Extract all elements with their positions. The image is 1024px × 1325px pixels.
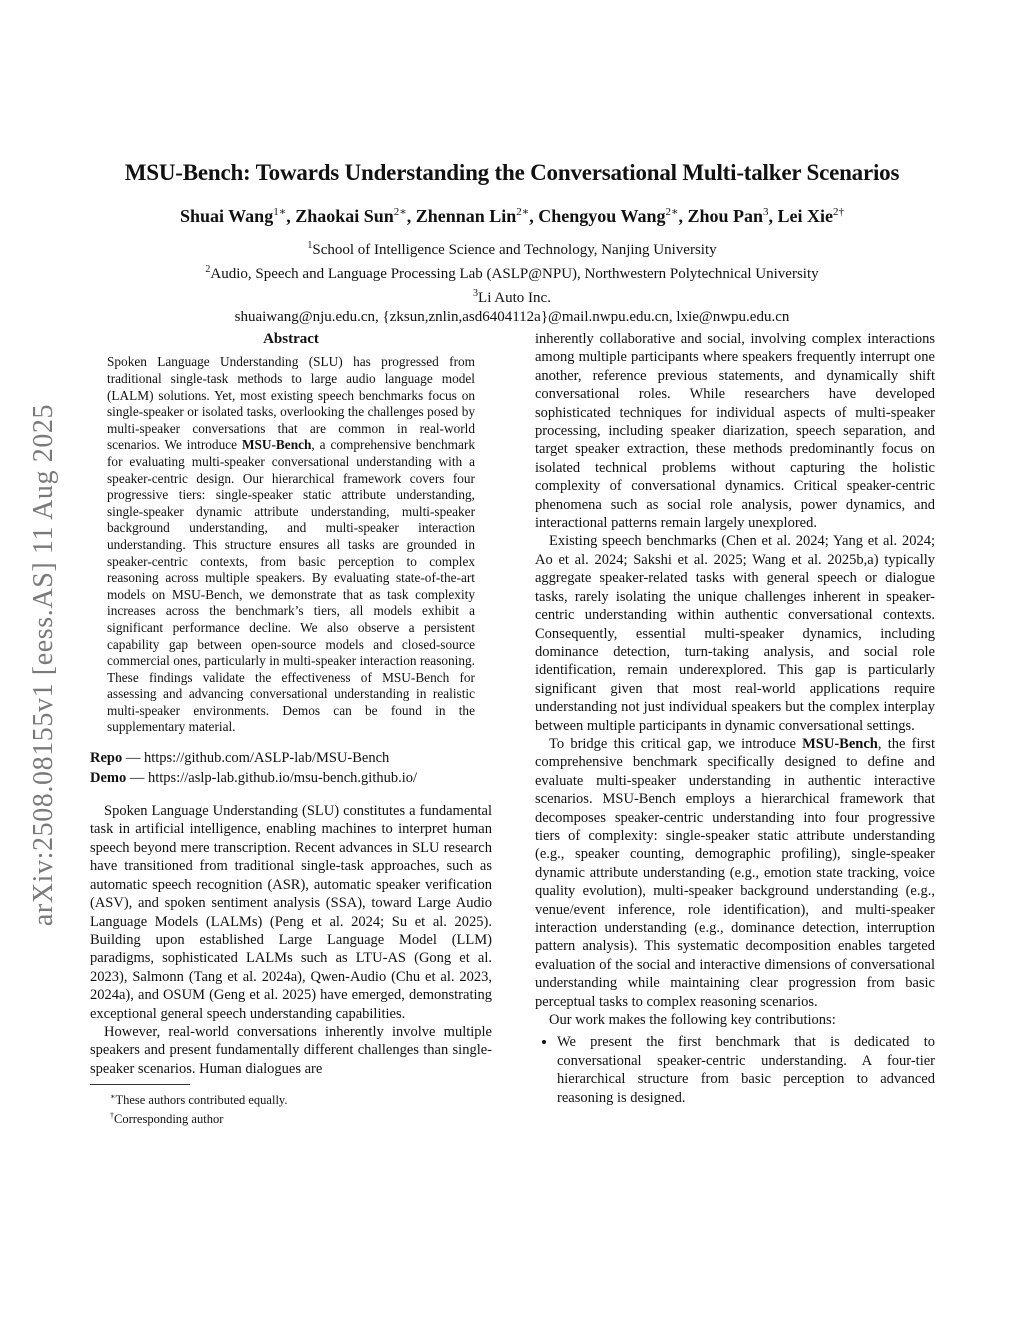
- affiliation-mark: 3: [473, 288, 479, 299]
- footnote-text: These authors contributed equally.: [115, 1093, 288, 1108]
- demo-separator: —: [126, 770, 148, 787]
- abstract-part-2: , a comprehensive benchmark for evaluating multi-speaker conversational understanding with a speaker-centric design. Our hierarchical framework covers four progressive tiers: single-speaker static attribute understanding, single-speaker dynamic attribute understanding, multi-speaker background understanding, and multi-speaker interaction understanding. This structure ensures all tasks are grounded in speaker-centric contexts, from basic perception to complex reasoning across multiple speakers. By evaluating state-of-the-art models on MSU-Bench, we demonstrate that as task complexity increases across the benchmark’s tiers, all models exhibit a significant performance decline. We also observe a persistent capability gap between open-source models and closed-source commercial ones, particularly in multi-speaker interaction reasoning. These findings validate the effectiveness of MSU-Bench for assessing and advancing conversational understanding in realistic multi-speaker environments. Demos can be found in the supplementary material.: [107, 437, 475, 735]
- author-name: Lei Xie: [777, 206, 834, 226]
- repo-label: Repo: [90, 750, 123, 767]
- author-mark: 2∗: [516, 206, 530, 218]
- repo-separator: —: [122, 750, 144, 767]
- paragraph-bold-name: MSU-Bench: [802, 735, 878, 752]
- body-paragraph: Spoken Language Understanding (SLU) constitutes a fundamental task in artificial intelligence, enabling machines to interpret human speech beyond mere transcription. Recent advances in SLU research have transitioned from traditional single-task approaches, such as automatic speech recognition (ASR), automatic speaker verification (ASV), and spoken sentiment analysis (SSA), toward Large Audio Language Models (LALMs) (Peng et al. 2024; Su et al. 2025). Building upon established Large Language Model (LLM) paradigms, sophisticated LALMs such as LTU-AS (Gong et al. 2023), Salmonn (Tang et al. 2024a), Qwen-Audio (Chu et al. 2023, 2024a), and OSUM (Geng et al. 2025) have emerged, demonstrating exceptional general speech understanding capabilities.: [90, 803, 492, 1022]
- paper-title: MSU-Bench: Towards Understanding the Conversational Multi-talker Scenarios: [124, 160, 900, 185]
- demo-link[interactable]: https://aslp-lab.github.io/msu-bench.github.io/: [148, 770, 418, 787]
- demo-line: [90, 768, 492, 788]
- affiliation-text: Li Auto Inc.: [478, 290, 551, 306]
- body-paragraph: However, real-world conversations inherently involve multiple speakers and present fundamentally different challenges than single-speaker scenarios. Human dialogues are: [90, 1023, 492, 1077]
- left-column: [90, 330, 492, 1127]
- author-name: Zhennan Lin: [415, 206, 517, 226]
- links-block: [90, 748, 492, 788]
- author-mark: 2∗: [393, 206, 407, 218]
- affiliation-line: [0, 260, 1024, 284]
- affiliation-text: School of Intelligence Science and Technology, Nanjing University: [312, 242, 717, 258]
- arxiv-identifier-stamp: [14, 350, 74, 980]
- author-mark: 1∗: [273, 206, 287, 218]
- author-name: Shuai Wang: [179, 206, 274, 226]
- affiliation-line: [0, 236, 1024, 260]
- author-name: Chengyou Wang: [538, 206, 666, 226]
- affiliation-mark: 1: [307, 240, 313, 251]
- contribution-list: [535, 1033, 935, 1107]
- author-mark: 3: [763, 206, 769, 218]
- author-name: Zhaokai Sun: [295, 206, 394, 226]
- paragraph-part: , the first comprehensive benchmark specifically designed to define and evaluate multi-speaker understanding in authentic interactive scenarios. MSU-Bench employs a hierarchical framework that decomposes speaker-centric understanding into four progressive tiers of complexity: single-speaker static attribute understanding (e.g., speaker counting, demographic profiling), single-speaker dynamic attribute understanding (e.g., emotion state tracking, voice quality evolution), multi-speaker background understanding (e.g., venue/event inference, role identification), and multi-speaker interaction understanding (e.g., dominance detection, interruption pattern analysis). This systematic decomposition enables targeted evaluation of the social and interactive dimensions of conversational understanding while maintaining clear progression from basic perceptual tasks to complex reasoning scenarios.: [535, 735, 935, 1010]
- author-name: Zhou Pan: [687, 206, 764, 226]
- paragraph-part: To bridge this critical gap, we introduce: [549, 735, 803, 752]
- footnotes: [90, 1089, 492, 1127]
- author-mark: 2†: [833, 206, 845, 218]
- contribution-item: • We present the first benchmark that is dedicated to conversational speaker-centric understanding. A four-tier hierarchical structure from basic perception to advanced reasoning is designed.: [557, 1033, 935, 1107]
- footnote-divider: [90, 1084, 190, 1085]
- footnote: [110, 1108, 492, 1127]
- footnote-mark: ∗: [110, 1092, 116, 1102]
- arxiv-identifier-text: arXiv:2508.08155v1 [eess.AS] 11 Aug 2025: [28, 403, 59, 927]
- abstract-heading: Abstract: [263, 331, 319, 347]
- abstract-part-1: Spoken Language Understanding (SLU) has progressed from traditional single-task methods to large audio language model (LALM) solutions. Yet, most existing speech benchmarks focus on single-speaker or isolated tasks, overlooking the challenges posed by multi-speaker conversations that are common in real-world scenarios. We introduce: [107, 354, 475, 453]
- author-list: Shuai Wang$^{1∗}$, Zhaokai Sun$^{2∗}$, Zhennan Lin$^{2∗}$, Chengyou Wang$^{2∗}$, Zhou Pan$^3$, Lei Xie$^{2\dagger}$: [179, 206, 845, 226]
- body-paragraph: Our work makes the following key contributions:: [549, 1012, 836, 1029]
- body-paragraph: Existing speech benchmarks (Chen et al. 2024; Yang et al. 2024; Ao et al. 2024; Sakshi et al. 2025; Wang et al. 2025b,a) typically aggregate speaker-related tasks with general speech or dialogue tasks, rarely isolating the unique challenges inherent in speaker-centric understanding within authentic conversational contexts. Consequently, essential multi-speaker dynamics, including dominance detection, turn-taking analysis, and social role identification, remain underexplored. This gap is particularly significant given that most real-world applications require understanding not just individual speakers but the complex interplay between multiple participants in dynamic conversational settings.: [535, 533, 935, 734]
- abstract-text: [107, 354, 475, 736]
- right-column: [535, 330, 935, 1107]
- affiliation-text: Audio, Speech and Language Processing Lab (ASLP@NPU), Northwestern Polytechnical University: [210, 266, 819, 282]
- demo-label: Demo: [90, 770, 127, 787]
- body-paragraph: inherently collaborative and social, involving complex interactions among multiple participants where speakers frequently interrupt one another, reference previous statements, and dynamically shift conversational roles. While researchers have developed sophisticated techniques for individual aspects of multi-speaker processing, including speaker diarization, speech separation, and target speaker extraction, these methods predominantly focus on isolated technical problems without capturing the holistic complexity of conversational dynamics. Critical speaker-centric phenomena such as social role analysis, power dynamics, and interactional patterns remain largely unexplored.: [535, 331, 935, 532]
- affiliation-line: [0, 284, 1024, 308]
- abstract-bold-name: MSU-Bench: [241, 437, 312, 453]
- author-mark: 2∗: [665, 206, 679, 218]
- repo-line: [90, 748, 492, 768]
- affiliation-mark: 2: [205, 264, 211, 275]
- affiliations: [0, 236, 1024, 327]
- footnote-text: Corresponding author: [114, 1112, 224, 1127]
- footnote-mark: †: [110, 1111, 114, 1121]
- email-line: shuaiwang@nju.edu.cn, {zksun,znlin,asd6404112a}@mail.nwpu.edu.cn, lxie@nwpu.edu.cn: [234, 309, 790, 325]
- repo-link[interactable]: https://github.com/ASLP-lab/MSU-Bench: [143, 750, 390, 767]
- footnote: [110, 1089, 492, 1108]
- body-paragraph: [535, 735, 935, 1011]
